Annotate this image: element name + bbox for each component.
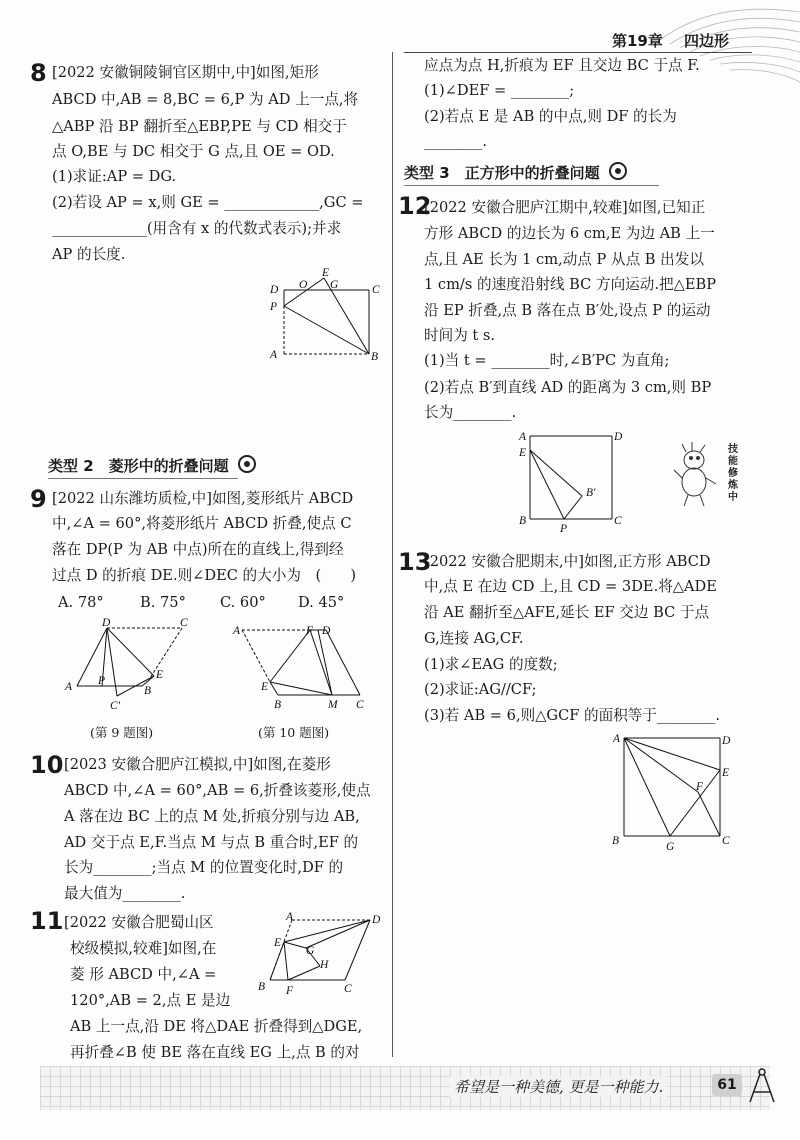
fig-label: B — [258, 981, 266, 993]
question-number: 13 — [398, 548, 432, 576]
fig-label: D — [322, 625, 331, 637]
fig-label: P — [98, 675, 106, 687]
fig-label: O — [299, 279, 308, 291]
fig-label: E — [722, 767, 730, 779]
q8-line-5: (1)求证:AP = DG. — [52, 168, 177, 185]
q10-figure — [228, 620, 368, 715]
section-label: 类型 3 正方形中的折叠问题 — [404, 164, 600, 182]
fig-label: F — [286, 985, 294, 997]
page-number: 61 — [712, 1074, 742, 1096]
q9-line-4: 过点 D 的折痕 DE.则∠DEC 的大小为 ( ) — [52, 567, 357, 584]
q13-line-5: (1)求∠EAG 的度数; — [424, 656, 558, 673]
fig-label: D — [614, 431, 623, 443]
fig-label: A — [613, 733, 621, 745]
fig-label: D — [372, 914, 381, 926]
q13-figure — [608, 728, 743, 858]
fig-label: E — [322, 268, 330, 279]
q13-line-2: 中,点 E 在边 CD 上,且 CD = 3DE.将△ADE — [424, 578, 717, 595]
q12-line-3: 点,且 AE 长为 1 cm,动点 P 从点 B 出发以 — [424, 251, 704, 268]
fig-label: H — [320, 959, 329, 971]
q10-caption: (第 10 题图) — [258, 725, 330, 740]
q12-line-8: (2)若点 B′到直线 AD 的距离为 3 cm,则 BP — [424, 379, 712, 396]
q11-cont-line-4: ________. — [424, 133, 488, 150]
question-number: 11 — [30, 907, 64, 935]
fig-label: C — [372, 284, 380, 296]
section-underline — [48, 478, 238, 479]
q11-figure — [250, 908, 385, 998]
q9-line-3: 落在 DP(P 为 AB 中点)所在的直线上,得到经 — [52, 541, 344, 558]
q13-line-6: (2)求证:AG//CF; — [424, 681, 537, 698]
q12-line-9: 长为________. — [424, 404, 517, 421]
fig-label: C — [344, 983, 352, 995]
compass-icon — [744, 1066, 780, 1106]
q11-cont-line-3: (2)若点 E 是 AB 的中点,则 DF 的长为 — [424, 108, 677, 125]
q11-line-4: 120°,AB = 2,点 E 是边 — [70, 992, 231, 1009]
q9-line-2: 中,∠A = 60°,将菱形纸片 ABCD 折叠,使点 C — [52, 515, 352, 532]
header-rule — [404, 52, 752, 53]
fig-label: B — [612, 835, 620, 847]
fig-label: C — [356, 699, 364, 711]
fig-label: F — [696, 781, 704, 793]
fig-label: M — [328, 699, 338, 711]
question-number: 12 — [398, 192, 432, 220]
fig-label: A — [270, 349, 278, 361]
fig-label: F — [306, 625, 314, 637]
q12-figure — [514, 426, 626, 536]
fig-label: C′ — [110, 700, 121, 712]
q8-line-1: [2022 安徽铜陵铜官区期中,中]如图,矩形 — [52, 64, 319, 81]
q13-line-4: G,连接 AG,CF. — [424, 630, 524, 647]
q9-option-b: B. 75° — [140, 594, 186, 611]
fig-label: C — [614, 515, 622, 527]
question-number: 8 — [30, 59, 47, 87]
q12-line-5: 沿 EP 折叠,点 B 落在点 B′处,设点 P 的运动 — [424, 302, 711, 319]
section-underline — [404, 185, 659, 186]
fig-label: E — [156, 669, 164, 681]
footer-motto: 希望是一种美德, 更是一种能力. — [450, 1076, 667, 1097]
q12-line-7: (1)当 t = ________时,∠B′PC 为直角; — [424, 352, 670, 369]
fig-label: D — [270, 284, 279, 296]
fig-label: E — [519, 447, 527, 459]
q8-line-3: △ABP 沿 BP 翻折至△EBP,PE 与 CD 相交于 — [52, 118, 347, 135]
fig-label: A — [519, 431, 527, 443]
fig-label: G — [666, 841, 675, 853]
q8-line-8: AP 的长度. — [52, 246, 126, 263]
q9-option-c: C. 60° — [220, 594, 266, 611]
q8-line-6: (2)若设 AP = x,则 GE = _____________,GC = — [52, 194, 364, 211]
fig-label: B — [371, 351, 379, 363]
q13-line-7: (3)若 AB = 6,则△GCF 的面积等于________. — [424, 707, 720, 724]
section-label: 类型 2 菱形中的折叠问题 — [48, 457, 229, 475]
fig-label: C — [180, 618, 188, 629]
q10-line-5: 长为________;当点 M 的位置变化时,DF 的 — [64, 859, 344, 876]
q10-line-6: 最大值为________. — [64, 885, 186, 902]
q10-line-3: A 落在边 BC 上的点 M 处,折痕分别与边 AB, — [64, 808, 360, 825]
q12-line-4: 1 cm/s 的速度沿射线 BC 方向运动.把△EBP — [424, 276, 717, 293]
fig-label: D — [102, 618, 111, 629]
question-number: 9 — [30, 485, 47, 513]
q11-line-6: 再折叠∠B 使 BE 落在直线 EG 上,点 B 的对 — [70, 1044, 360, 1061]
chapter-number: 第19章 — [612, 32, 663, 50]
fig-label: G — [330, 279, 339, 291]
q12-line-1: [2022 安徽合肥庐江期中,较难]如图,已知正 — [424, 199, 706, 216]
question-number: 10 — [30, 751, 64, 779]
fig-label: A — [286, 911, 294, 923]
fig-label: A — [65, 681, 73, 693]
q9-option-d: D. 45° — [298, 594, 345, 611]
chapter-topic: 四边形 — [684, 32, 730, 50]
q10-line-1: [2023 安徽合肥庐江模拟,中]如图,在菱形 — [64, 756, 331, 773]
fig-label: E — [261, 681, 269, 693]
fig-label: D — [722, 735, 731, 747]
section-heading — [404, 162, 627, 184]
fig-label: B — [519, 515, 527, 527]
q12-line-2: 方形 ABCD 的边长为 6 cm,E 为边 AB 上一 — [424, 225, 715, 242]
q9-caption: (第 9 题图) — [90, 725, 154, 740]
q13-line-3: 沿 AE 翻折至△AFE,延长 EF 交边 BC 于点 — [424, 604, 710, 621]
fig-label: C — [722, 835, 730, 847]
q8-line-2: ABCD 中,AB = 8,BC = 6,P 为 AD 上一点,将 — [52, 91, 359, 108]
fig-label: B′ — [586, 487, 596, 499]
q10-line-2: ABCD 中,∠A = 60°,AB = 6,折叠该菱形,使点 — [64, 782, 371, 799]
q8-line-7: _____________(用含有 x 的代数式表示);并求 — [52, 220, 342, 237]
q11-line-5: AB 上一点,沿 DE 将△DAE 折叠得到△DGE, — [70, 1018, 363, 1035]
section-heading — [48, 455, 256, 477]
fig-label: B — [274, 699, 282, 711]
q13-line-1: [2022 安徽合肥期末,中]如图,正方形 ABCD — [424, 553, 711, 570]
column-divider — [392, 52, 393, 1057]
fig-label: A — [233, 625, 241, 637]
q8-figure — [264, 268, 389, 368]
fig-label: G — [306, 945, 315, 957]
q8-line-4: 点 O,BE 与 DC 相交于 G 点,且 OE = OD. — [52, 143, 335, 160]
q10-line-4: AD 交于点 E,F.当点 M 与点 B 重合时,EF 的 — [64, 834, 359, 851]
q9-option-a: A. 78° — [58, 594, 104, 611]
target-icon — [238, 455, 256, 473]
q11-line-3: 菱 形 ABCD 中,∠A = — [70, 966, 217, 983]
q9-figure — [62, 618, 202, 713]
chapter-header — [612, 30, 762, 54]
q11-cont-line-2: (1)∠DEF = ________; — [424, 82, 575, 99]
fig-label: P — [270, 301, 278, 313]
q9-line-1: [2022 山东潍坊质检,中]如图,菱形纸片 ABCD — [52, 490, 354, 507]
fig-label: P — [560, 523, 568, 535]
q12-line-6: 时间为 t s. — [424, 327, 496, 344]
fig-label: B — [144, 685, 152, 697]
target-icon — [609, 162, 627, 180]
q11-line-2: 校级模拟,较难]如图,在 — [70, 940, 217, 957]
q11-line-1: [2022 安徽合肥蜀山区 — [64, 914, 214, 931]
q11-cont-line-1: 应点为点 H,折痕为 EF 且交边 BC 于点 F. — [424, 57, 700, 74]
fig-label: E — [274, 937, 282, 949]
mascot-caption: 技能修炼中 — [728, 444, 738, 503]
mascot-illustration — [672, 440, 722, 512]
